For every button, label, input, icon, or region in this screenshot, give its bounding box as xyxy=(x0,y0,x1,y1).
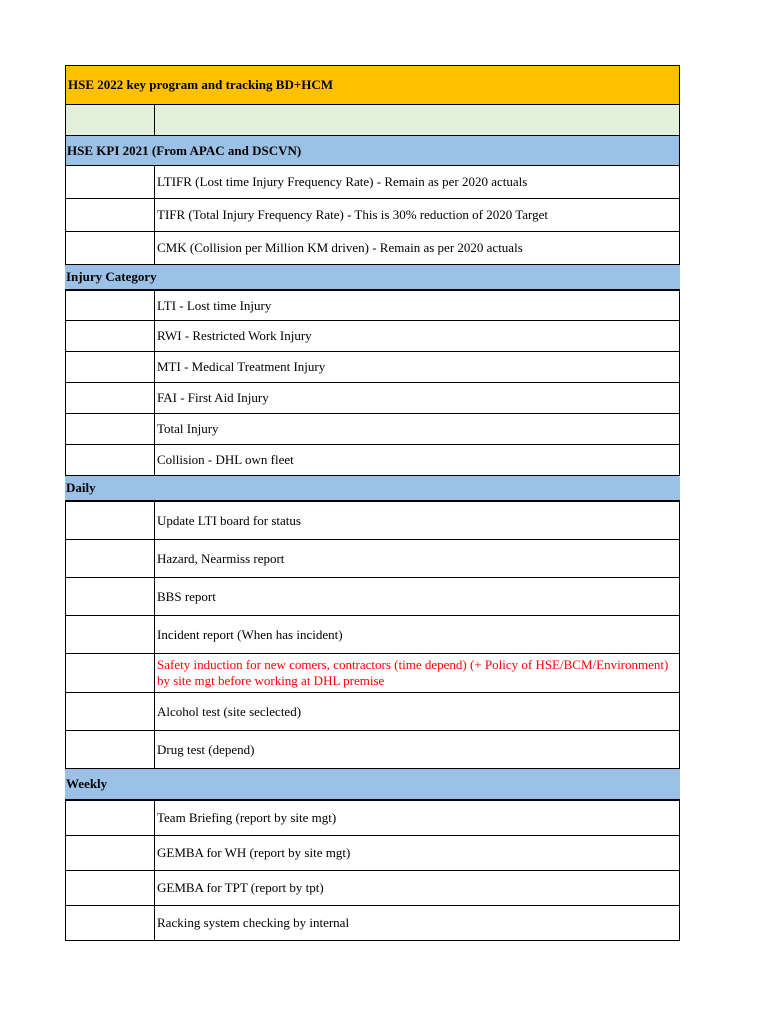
empty-cell xyxy=(66,445,155,475)
table-row xyxy=(65,540,680,578)
blank-cell-a xyxy=(66,105,155,135)
table-row xyxy=(65,383,680,414)
section-title: HSE KPI 2021 (From APAC and DSCVN) xyxy=(67,142,302,158)
table-row xyxy=(65,654,680,693)
table-row xyxy=(65,578,680,616)
table-row xyxy=(65,906,680,941)
empty-cell xyxy=(66,199,155,231)
table-row xyxy=(65,731,680,769)
table-row xyxy=(65,199,680,232)
item-text: LTIFR (Lost time Injury Frequency Rate) - Remain as per 2020 actuals xyxy=(157,174,528,189)
item-text: Total Injury xyxy=(157,421,219,436)
item-text: RWI - Restricted Work Injury xyxy=(157,328,312,343)
item-text: Team Briefing (report by site mgt) xyxy=(157,810,337,825)
item-text: Update LTI board for status xyxy=(157,512,301,528)
blank-cell-b xyxy=(155,105,679,135)
empty-cell xyxy=(66,291,155,320)
section-header-kpi xyxy=(65,136,680,166)
empty-cell xyxy=(66,232,155,264)
item-text: MTI - Medical Treatment Injury xyxy=(157,359,326,374)
table-row xyxy=(65,501,680,540)
table-row xyxy=(65,290,680,321)
empty-cell xyxy=(66,616,155,653)
table-row xyxy=(65,321,680,352)
table-row xyxy=(65,232,680,265)
empty-cell xyxy=(66,654,155,692)
table-row xyxy=(65,414,680,445)
hse-sheet xyxy=(65,65,680,941)
empty-cell xyxy=(66,871,155,905)
table-row xyxy=(65,616,680,654)
item-text: TIFR (Total Injury Frequency Rate) - This is 30% reduction of 2020 Target xyxy=(157,207,548,222)
empty-cell xyxy=(66,321,155,351)
table-row xyxy=(65,445,680,476)
empty-cell xyxy=(66,502,155,539)
empty-cell xyxy=(66,693,155,730)
empty-cell xyxy=(66,166,155,198)
item-text: GEMBA for TPT (report by tpt) xyxy=(157,880,324,895)
section-header-daily xyxy=(65,476,680,501)
item-text: Racking system checking by internal xyxy=(157,915,350,930)
empty-cell xyxy=(66,906,155,940)
item-text: Alcohol test (site seclected) xyxy=(157,703,302,719)
item-text: GEMBA for WH (report by site mgt) xyxy=(157,845,351,860)
table-row xyxy=(65,871,680,906)
section-header-weekly xyxy=(65,769,680,800)
empty-cell xyxy=(66,540,155,577)
item-text: LTI - Lost time Injury xyxy=(157,297,272,313)
empty-cell xyxy=(66,731,155,768)
item-text: CMK (Collision per Million KM driven) - Remain as per 2020 actuals xyxy=(157,240,523,255)
section-title: Weekly xyxy=(66,776,108,791)
sheet-title: HSE 2022 key program and tracking BD+HCM xyxy=(68,77,334,92)
empty-cell xyxy=(66,414,155,444)
table-row xyxy=(65,836,680,871)
item-text: Hazard, Nearmiss report xyxy=(157,550,285,566)
empty-cell xyxy=(66,578,155,615)
empty-cell xyxy=(66,352,155,382)
section-title: Daily xyxy=(66,480,96,495)
table-row xyxy=(65,166,680,199)
section-header-injury xyxy=(65,265,680,290)
table-row xyxy=(65,800,680,836)
item-text: Incident report (When has incident) xyxy=(157,626,343,642)
item-text: Collision - DHL own fleet xyxy=(157,452,294,467)
title-row xyxy=(65,65,680,105)
empty-cell xyxy=(66,836,155,870)
item-text: BBS report xyxy=(157,588,216,604)
empty-cell xyxy=(66,383,155,413)
section-title: Injury Category xyxy=(66,269,157,284)
item-text: Drug test (depend) xyxy=(157,741,255,757)
table-row xyxy=(65,352,680,383)
empty-cell xyxy=(66,801,155,835)
item-text-highlight: Safety induction for new comers, contractors (time depend) (+ Policy of HSE/BCM/Environment) by site mgt before working at DHL premise xyxy=(157,657,669,688)
item-text: FAI - First Aid Injury xyxy=(157,390,269,405)
blank-row xyxy=(65,105,680,136)
table-row xyxy=(65,693,680,731)
